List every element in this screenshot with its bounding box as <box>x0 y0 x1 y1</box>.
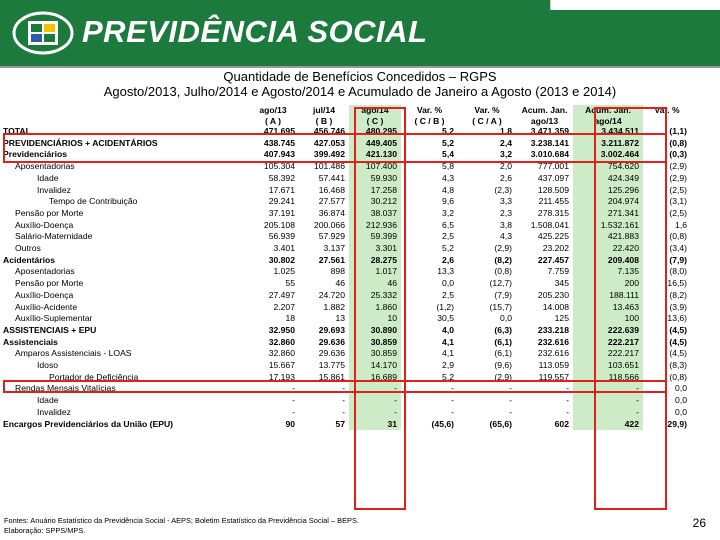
table-row <box>3 325 691 337</box>
table-cell: 46 <box>349 278 401 290</box>
header-label-cell <box>3 105 247 116</box>
table-cell: 55 <box>285 278 295 289</box>
footer-prepared: Elaboração: SPPS/MPS. <box>4 526 86 535</box>
table-cell: - <box>573 383 643 395</box>
table-cell: (4,5) <box>669 348 687 359</box>
table-row <box>3 395 691 407</box>
col-header: Var. % <box>654 105 680 115</box>
table-cell: 118.566 <box>573 372 643 384</box>
table-cell: 0,0 <box>442 278 454 289</box>
table-cell: - <box>342 406 345 417</box>
table-cell: (4,5) <box>669 336 687 347</box>
col-subheader: ago/14 <box>573 116 643 127</box>
table-cell: 17.193 <box>268 371 295 382</box>
table-cell: 3.471.359 <box>530 126 569 136</box>
row-label: Outros <box>15 243 41 254</box>
table-cell: 14.170 <box>349 360 401 372</box>
table-cell: 30.890 <box>349 325 401 337</box>
table-cell: (8,2) <box>494 254 512 265</box>
table-cell: 1.508.041 <box>530 219 569 230</box>
table-cell: 17.671 <box>268 184 295 195</box>
table-cell: 437.097 <box>537 172 569 183</box>
table-cell: 4,0 <box>442 324 454 335</box>
row-label: Auxílio-Suplementar <box>15 313 93 324</box>
header-rule <box>0 66 720 68</box>
table-cell: 105.304 <box>263 161 295 172</box>
table-cell: (8,2) <box>669 289 687 300</box>
col-subheader: ( A ) <box>264 115 282 126</box>
table-cell: (7,9) <box>494 289 512 300</box>
table-cell: 471.695 <box>263 126 295 136</box>
table-cell: 125.296 <box>573 185 643 197</box>
table-row <box>3 255 691 267</box>
table-cell: 2.207 <box>273 301 295 312</box>
col-subheader <box>643 116 691 127</box>
table-cell: 602 <box>554 418 569 429</box>
table-cell: 15.861 <box>318 371 345 382</box>
table-header-row-bottom <box>3 116 691 127</box>
table-cell: - <box>509 383 512 394</box>
table-cell: 232.616 <box>537 336 569 347</box>
col-subheader: ( C ) <box>349 116 401 127</box>
table-cell: 9,6 <box>442 196 454 207</box>
table-row <box>3 302 691 314</box>
table-cell: 425.225 <box>537 231 569 242</box>
col-header: Var. % <box>474 105 500 115</box>
table-cell: 16.689 <box>349 372 401 384</box>
table-cell: (3,9) <box>669 301 687 312</box>
table-cell: 90 <box>285 418 295 429</box>
table-cell: 5,8 <box>442 161 454 172</box>
table-cell: 399.492 <box>313 149 345 160</box>
table-cell: 22.420 <box>573 243 643 255</box>
col-header: Acum. Jan. <box>521 105 568 115</box>
table-cell: (29,9) <box>664 418 687 429</box>
row-label: Invalidez <box>37 406 71 417</box>
table-cell: 4,1 <box>442 348 454 359</box>
table-cell: 13.463 <box>573 302 643 314</box>
table-cell: - <box>566 395 569 406</box>
header-label-cell <box>3 116 247 127</box>
table-cell: 456.746 <box>313 126 345 136</box>
table-cell: 32.860 <box>268 348 295 359</box>
table-cell: - <box>451 383 454 394</box>
table-cell: (12,7) <box>489 278 512 289</box>
table-cell: 101.486 <box>313 161 345 172</box>
table-cell: 211.455 <box>538 196 569 207</box>
table-row <box>3 196 691 208</box>
table-cell: 422 <box>573 419 643 431</box>
table-cell: 2,5 <box>442 289 454 300</box>
table-cell: 0,0 <box>675 383 687 394</box>
table-cell: 3.301 <box>349 243 401 255</box>
table-cell: 209.408 <box>573 255 643 267</box>
row-label: Amparos Assistenciais - LOAS <box>15 348 132 359</box>
table-cell: 32.860 <box>268 336 295 347</box>
table-cell: (2,9) <box>494 371 512 382</box>
table-cell: 38.037 <box>349 208 401 220</box>
table-cell: 0,0 <box>675 395 687 406</box>
benefits-table <box>3 105 691 430</box>
row-label: Tempo de Contribuição <box>49 196 138 207</box>
table-cell: (0,8) <box>669 371 687 382</box>
table-cell: 25.332 <box>349 290 401 302</box>
row-label: Idade <box>37 172 59 183</box>
table-cell: 30,5 <box>437 313 454 324</box>
table-row <box>3 348 691 360</box>
table-cell: 16.468 <box>318 184 345 195</box>
table-cell: - <box>509 406 512 417</box>
row-label: Salário-Maternidade <box>15 231 93 242</box>
table-cell: 1.017 <box>349 266 401 278</box>
col-header: Acum. Jan. <box>573 105 643 116</box>
table-cell: (6,1) <box>494 348 512 359</box>
table-cell: (0,8) <box>669 137 687 148</box>
table-cell: 6,5 <box>442 219 454 230</box>
table-cell: 3.002.464 <box>573 149 643 161</box>
table-cell: 2,9 <box>442 360 454 371</box>
table-cell: 56.939 <box>268 231 295 242</box>
table-row <box>3 149 691 161</box>
table-cell: (16,5) <box>664 278 687 289</box>
table-cell: 188.111 <box>573 290 643 302</box>
row-label: Acidentários <box>3 254 56 265</box>
table-row <box>3 220 691 232</box>
table-cell: 4,8 <box>442 184 454 195</box>
table-header-row-top <box>3 105 691 116</box>
col-header: Var. % <box>416 105 443 115</box>
table-cell: (2,5) <box>669 184 687 195</box>
table-cell: 27.577 <box>318 196 345 207</box>
table-row <box>3 185 691 197</box>
table-cell: 3,2 <box>442 207 454 218</box>
row-label: Rendas Mensais Vitalícias <box>15 383 116 394</box>
table-cell: - <box>292 383 295 394</box>
table-cell: 14.008 <box>542 301 569 312</box>
table-cell: 0,0 <box>675 406 687 417</box>
table-cell: 222.217 <box>573 348 643 360</box>
table-row <box>3 266 691 278</box>
table-cell: 2,5 <box>442 231 454 242</box>
table-cell: (7,9) <box>669 254 687 265</box>
table-cell: 3.401 <box>273 243 295 254</box>
previdencia-logo-icon <box>12 10 74 56</box>
table-cell: - <box>509 395 512 406</box>
table-cell: (3,1) <box>669 196 687 207</box>
table-cell: (2,9) <box>494 243 512 254</box>
table-cell: - <box>349 383 401 395</box>
table-cell: 100 <box>573 313 643 325</box>
table-cell: - <box>566 406 569 417</box>
table-cell: 57.929 <box>318 231 345 242</box>
table-cell: 29.636 <box>318 336 345 347</box>
row-label: Pensão por Morte <box>15 278 84 289</box>
table-row <box>3 243 691 255</box>
table-cell: 3.238.141 <box>530 137 569 148</box>
table-cell: 113.059 <box>538 360 569 371</box>
table-cell: - <box>573 407 643 419</box>
table-row <box>3 407 691 419</box>
table-cell: - <box>451 406 454 417</box>
table-cell: 3,2 <box>500 149 512 160</box>
table-cell: 898 <box>330 266 345 277</box>
row-label: Aposentadorias <box>15 161 75 172</box>
table-cell: 5,2 <box>442 371 454 382</box>
table-row <box>3 337 691 349</box>
table-cell: 2,6 <box>442 254 454 265</box>
table-row <box>3 161 691 173</box>
table-cell: (8,0) <box>669 266 687 277</box>
table-cell: 480.295 <box>349 126 401 138</box>
table-row <box>3 313 691 325</box>
table-cell: 5,4 <box>442 149 454 160</box>
col-header: ago/13 <box>259 105 287 115</box>
table-cell: 2,4 <box>500 137 512 148</box>
table-cell: 205.108 <box>263 219 295 230</box>
table-cell: - <box>342 383 345 394</box>
table-cell: 438.745 <box>263 137 295 148</box>
table-cell: 119.557 <box>538 371 569 382</box>
table-cell: 1.882 <box>323 301 345 312</box>
table-row <box>3 231 691 243</box>
table-row <box>3 383 691 395</box>
col-subheader: ( C / B ) <box>414 115 445 126</box>
table-cell: (6,1) <box>494 336 512 347</box>
table-cell: 13 <box>335 313 345 324</box>
table-row <box>3 290 691 302</box>
table-cell: 23.202 <box>542 243 569 254</box>
col-subheader: ( B ) <box>315 115 333 126</box>
table-cell: 200.066 <box>313 219 345 230</box>
brand-name: PREVIDÊNCIA SOCIAL <box>82 14 428 49</box>
table-body <box>3 126 691 430</box>
col-subheader: ( C / A ) <box>472 115 502 126</box>
table-cell: (0,8) <box>669 231 687 242</box>
table-cell: 5,2 <box>442 137 454 148</box>
table-cell: (2,5) <box>669 207 687 218</box>
table-cell: 0,0 <box>500 313 512 324</box>
table-cell: (0,3) <box>669 149 687 160</box>
row-label: Auxílio-Doença <box>15 289 74 300</box>
table-row <box>3 208 691 220</box>
row-label: PREVIDENCIÁRIOS + ACIDENTÁRIOS <box>3 137 158 148</box>
table-cell: 3.137 <box>323 243 345 254</box>
table-cell: 200 <box>573 278 643 290</box>
row-label: Assistenciais <box>3 336 58 347</box>
table-cell: 3.434.511 <box>573 126 643 138</box>
table-cell: 3,8 <box>500 219 512 230</box>
table-cell: 421.130 <box>349 149 401 161</box>
table-cell: 2,0 <box>500 161 512 172</box>
table-cell: 427.053 <box>313 137 345 148</box>
table-cell: (2,9) <box>669 172 687 183</box>
row-label: Portador de Deficiência <box>49 371 139 382</box>
table-cell: 4,3 <box>442 172 454 183</box>
table-cell: 32.950 <box>268 324 295 335</box>
table-cell: 30.859 <box>349 348 401 360</box>
footer-notes <box>4 516 359 536</box>
table-cell: (2,3) <box>494 184 512 195</box>
table-cell: 13.775 <box>318 360 345 371</box>
table-cell: 24.720 <box>318 289 345 300</box>
table-cell: 5,2 <box>442 126 454 136</box>
page-subtitle: Agosto/2013, Julho/2014 e Agosto/2014 e Acumulado de Janeiro a Agosto (2013 e 2014) <box>103 84 617 99</box>
table-cell: - <box>349 407 401 419</box>
col-subheader: ago/13 <box>530 115 559 126</box>
table-cell: 29.693 <box>318 324 345 335</box>
table-cell: 29.636 <box>318 348 345 359</box>
table-cell: (45,6) <box>431 418 454 429</box>
table-cell: 28.275 <box>349 255 401 267</box>
table-cell: (1,2) <box>436 301 454 312</box>
table-cell: 17.258 <box>349 185 401 197</box>
table-cell: 10 <box>349 313 401 325</box>
table-cell: (2,9) <box>669 161 687 172</box>
table-cell: 31 <box>349 419 401 431</box>
table-cell: 233.218 <box>537 324 569 335</box>
table-cell: - <box>573 395 643 407</box>
table-cell: (6,3) <box>494 324 512 335</box>
table-cell: 1.860 <box>349 302 401 314</box>
table-cell: 7.759 <box>547 266 569 277</box>
table-row <box>3 126 691 138</box>
table-cell: 5,2 <box>442 243 454 254</box>
table-row <box>3 138 691 150</box>
table-cell: 30.859 <box>349 337 401 349</box>
table-cell: (3,4) <box>669 243 687 254</box>
table-cell: 271.341 <box>573 208 643 220</box>
table-cell: 46 <box>335 278 345 289</box>
table-cell: 449.405 <box>349 138 401 150</box>
table-cell: 424.349 <box>573 173 643 185</box>
table-cell: - <box>292 395 295 406</box>
table-cell: 407.943 <box>263 149 295 160</box>
row-label: Invalidez <box>37 184 71 195</box>
table-cell: 37.191 <box>268 207 295 218</box>
row-label: Idoso <box>37 360 59 371</box>
table-cell: (13,6) <box>664 313 687 324</box>
footer-source: Fontes: Anuário Estatístico da Previdência Social - AEPS; Boletim Estatístico da Previdência Social – BEPS. <box>4 516 359 525</box>
table-cell: 15.667 <box>268 360 295 371</box>
table-cell: (15,7) <box>489 301 512 312</box>
table-cell: (9,6) <box>494 360 512 371</box>
table-cell: 3,3 <box>500 196 512 207</box>
row-label: Encargos Previdenciários da União (EPU) <box>3 418 174 429</box>
row-label: Aposentadorias <box>15 266 75 277</box>
table-cell: 227.457 <box>537 254 569 265</box>
table-cell: - <box>342 395 345 406</box>
row-label: Auxílio-Acidente <box>15 301 78 312</box>
row-label: TOTAL <box>3 126 31 136</box>
table-cell: 232.616 <box>537 348 569 359</box>
row-label: Idade <box>37 395 59 406</box>
row-label: Pensão por Morte <box>15 207 84 218</box>
table-cell: 13,3 <box>437 266 454 277</box>
row-label: Auxílio-Doença <box>15 219 74 230</box>
table-cell: 2,3 <box>500 207 512 218</box>
table-cell: 1.025 <box>273 266 295 277</box>
table-cell: 103.651 <box>573 360 643 372</box>
table-row <box>3 372 691 384</box>
table-cell: (65,6) <box>489 418 512 429</box>
table-row <box>3 360 691 372</box>
table-cell: - <box>566 383 569 394</box>
table-cell: 27.497 <box>268 289 295 300</box>
table-cell: 57.441 <box>318 172 345 183</box>
table-cell: 58.392 <box>268 172 295 183</box>
table-cell: 1,8 <box>500 126 512 136</box>
table-cell: (1,1) <box>669 126 687 136</box>
table-cell: 125 <box>554 313 569 324</box>
table-cell: 222.217 <box>573 337 643 349</box>
table-cell: 222.639 <box>573 325 643 337</box>
table-cell: 7.135 <box>573 266 643 278</box>
table-cell: (0,8) <box>494 266 512 277</box>
table-cell: 278.315 <box>537 207 569 218</box>
table-cell: 3.211.872 <box>573 138 643 150</box>
table-cell: - <box>292 406 295 417</box>
table-cell: 4,1 <box>442 336 454 347</box>
table-cell: 777.001 <box>537 161 569 172</box>
col-header: jul/14 <box>313 105 335 115</box>
table-cell: 2,6 <box>500 172 512 183</box>
table-cell: 3.010.684 <box>530 149 569 160</box>
table-row <box>3 173 691 185</box>
row-label: ASSISTENCIAIS + EPU <box>3 324 97 335</box>
table-cell: - <box>451 395 454 406</box>
table-cell: 128.509 <box>537 184 569 195</box>
table-cell: 29.241 <box>268 196 295 207</box>
table-cell: 1,6 <box>675 219 687 230</box>
table-cell: 345 <box>554 278 569 289</box>
table-cell: 57 <box>335 418 345 429</box>
row-label: Previdenciários <box>3 149 68 160</box>
page-number: 26 <box>692 516 706 530</box>
table-cell: 421.883 <box>573 231 643 243</box>
table-cell: 18 <box>285 313 295 324</box>
table-cell: 30.802 <box>268 254 295 265</box>
table-cell: 107.400 <box>349 161 401 173</box>
table-cell: (8,3) <box>669 360 687 371</box>
table-cell: 754.620 <box>573 161 643 173</box>
table-cell: 30.212 <box>349 196 401 208</box>
table-cell: 36.874 <box>318 207 345 218</box>
table-cell: 1.532.161 <box>573 220 643 232</box>
table-row <box>3 419 691 431</box>
page-title: Quantidade de Benefícios Concedidos – RGPS <box>223 69 497 84</box>
banner-corner <box>550 0 720 10</box>
table-row <box>3 278 691 290</box>
table-cell: 59.399 <box>349 231 401 243</box>
table-cell: 204.974 <box>573 196 643 208</box>
table-cell: 212.936 <box>349 220 401 232</box>
table-cell: (4,5) <box>669 324 687 335</box>
table-cell: 59.930 <box>349 173 401 185</box>
table-cell: 27.561 <box>318 254 345 265</box>
table-cell: 4,3 <box>500 231 512 242</box>
table-cell: - <box>349 395 401 407</box>
table-cell: 205.230 <box>537 289 569 300</box>
col-header: ago/14 <box>349 105 401 116</box>
